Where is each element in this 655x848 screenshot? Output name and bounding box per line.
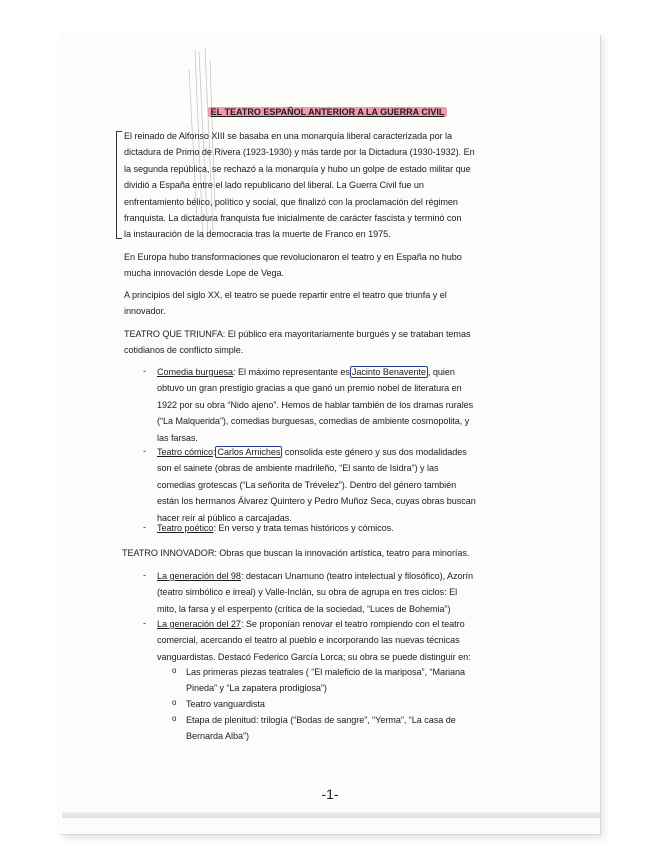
paper-shadow-edge: [62, 812, 600, 818]
text-line: la instauración de la democracia tras la muerte de Franco en 1975.: [124, 229, 391, 240]
text-line: hacer reír al público a carcajadas.: [157, 512, 292, 523]
comico-heading: Teatro cómico: [157, 447, 213, 457]
document-title: EL TEATRO ESPAÑOL ANTERIOR A LA GUERRA CIVIL: [0, 105, 655, 119]
text-line: comedias grotescas (“La señorita de Trévelez”). Dentro del género también: [157, 479, 457, 490]
circled-name: Carlos Arniches: [217, 447, 281, 457]
text-line: (“La Malquerida”), comedias burguesas, comedias de ambiente cosmopolita, y: [157, 416, 470, 427]
text-fragment: : En verso y trata temas históricos y cómicos.: [213, 523, 394, 533]
text-line: cotidianos de conflicto simple.: [124, 345, 244, 356]
text-fragment: consolida este género y sus dos modalidades: [282, 447, 467, 457]
text-line: enfrentamiento bélico, político y social, que finalizó con la proclamación del régimen: [124, 196, 458, 207]
text-line: Las primeras piezas teatrales ( “El maleficio de la mariposa”, “Mariana: [186, 667, 465, 677]
margin-bracket: [116, 131, 122, 239]
text-line: la segunda república, se rechazó a la monarquía y hubo un golpe de estado militar que: [124, 163, 471, 174]
comedia-heading: Comedia burguesa: [157, 367, 234, 377]
text-line: innovador.: [124, 306, 166, 317]
text-line: Pineda” y “La zapatera prodigiosa”): [186, 683, 327, 694]
bullet-dash: -: [143, 570, 147, 580]
sub-item: [186, 664, 516, 697]
text-line: están los hermanos Álvarez Quintero y Pedro Muñoz Seca, cuyas obras buscan: [157, 496, 476, 507]
bullet-dash: -: [143, 366, 147, 376]
poetico-item: [157, 520, 513, 536]
text-line: Bernarda Alba”): [186, 731, 249, 742]
text-line: dividió a España entre el lado republicano del liberal. La Guerra Civil fue un: [124, 180, 424, 191]
gen98-heading: La generación del 98: [157, 571, 241, 581]
bullet-dash: -: [143, 618, 147, 628]
comedia-item: [157, 364, 513, 446]
sub-bullet: o: [172, 666, 177, 675]
bullet-dash: -: [143, 446, 147, 456]
text-line: comercial, acercando el teatro al pueblo e incorporando las nuevas técnicas: [157, 635, 460, 646]
text-fragment: : El máximo representante es: [233, 367, 350, 377]
sub-item: [186, 712, 516, 745]
europe-paragraph: [124, 249, 512, 282]
sub-bullet: o: [172, 698, 177, 707]
text-line: (teatro simbólico e irreal) y Valle-Inclán, su obra de agrupa en tres ciclos: El: [157, 587, 458, 598]
text-fragment: :: [212, 447, 216, 457]
circled-name: Jacinto Benavente: [351, 367, 426, 377]
text-line: El reinado de Alfonso XIII se basaba en una monarquía liberal caracterizada por la: [124, 131, 453, 141]
text-line: Etapa de plenitud: trilogía (“Bodas de sangre”, “Yerma”, “La casa de: [186, 715, 456, 725]
text-line: obtuvo un gran prestigio gracias a que ganó un premio nobel de literatura en: [157, 383, 462, 394]
text-line: Teatro vanguardista: [186, 699, 265, 709]
sub-item: [186, 696, 516, 712]
innovador-heading-line: TEATRO INNOVADOR: Obras que buscan la innovación artística, teatro para minorías.: [122, 548, 470, 558]
text-line: A principios del siglo XX, el teatro se puede repartir entre el teatro que triunfa y el: [124, 290, 447, 300]
page-number: -1-: [321, 786, 339, 802]
text-line: las farsas.: [157, 432, 198, 443]
poetico-heading: Teatro poético: [157, 523, 214, 533]
gen98-item: [157, 568, 513, 617]
intro-paragraph: [124, 128, 512, 243]
sub-bullet: o: [172, 714, 177, 723]
text-line: franquista. La dictadura franquista fue inicialmente de carácter fascista y terminó con: [124, 213, 462, 224]
comico-item: [157, 444, 513, 526]
text-line: 1922 por su obra “Nido ajeno”. Hemos de hablar también de los dramas rurales: [157, 399, 474, 410]
gen27-heading: La generación del 27: [157, 619, 241, 629]
siglo-paragraph: [124, 287, 512, 320]
bullet-dash: -: [143, 522, 147, 532]
text-line: En Europa hubo transformaciones que revolucionaron el teatro y en España no hubo: [124, 252, 462, 262]
gen27-item: [157, 616, 513, 665]
text-fragment: : Se proponían renovar el teatro rompiendo con el teatro: [240, 619, 465, 629]
text-line: dictadura de Primo de Rivera (1923-1930) y más tarde por la Dictadura (1930-1932). En: [124, 147, 475, 158]
triunfa-paragraph: [124, 326, 512, 359]
text-fragment: : destacan Unamuno (teatro intelectual y filosófico), Azorín: [240, 571, 473, 581]
text-fragment: , quien: [427, 367, 455, 377]
text-line: son el sainete (obras de ambiente madrileño, “El santo de Isidra”) y las: [157, 463, 439, 474]
text-line: mito, la farsa y el esperpento (crítica de la sociedad, “Luces de Bohemia”): [157, 603, 451, 614]
text-line: mucha innovación desde Lope de Vega.: [124, 268, 284, 279]
text-line: TEATRO QUE TRIUNFA: El público era mayoritariamente burgués y se trataban temas: [124, 329, 471, 339]
text-line: vanguardistas. Destacó Federico García Lorca; su obra se puede distinguir en:: [157, 651, 471, 662]
